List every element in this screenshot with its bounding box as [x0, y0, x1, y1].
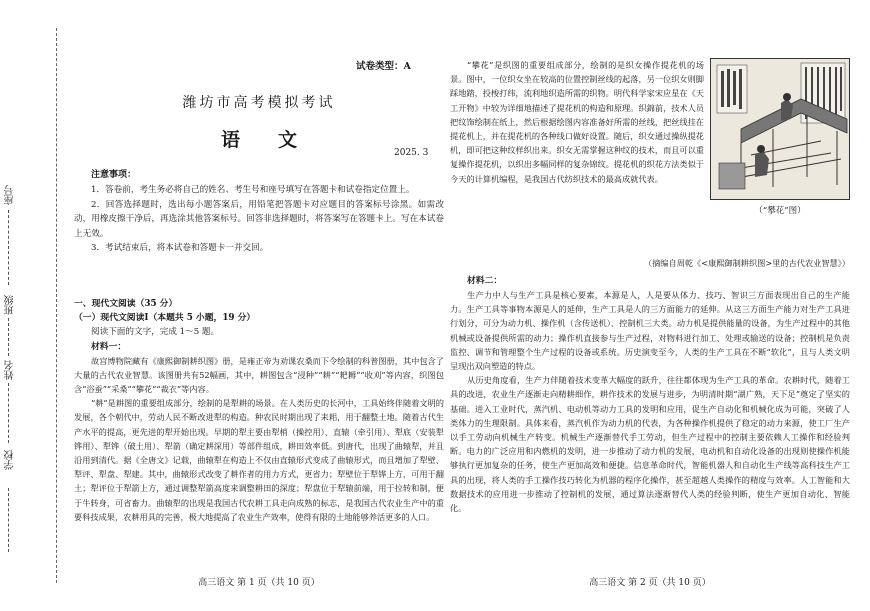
exam-title: 潍坊市高考模拟考试	[182, 95, 336, 111]
school-blank	[8, 488, 10, 552]
intro-paragraph: “攀花”是织图的重要组成部分，绘制的是织女操作提花机的场景。图中，一位织女坐在较高的位置控制丝线的起落，另一位织女则脚踩地踏，投梭打纬，流利地织造所需的织物。明代科学家宋应星在《天工开物》中较为详细地描述了提花机的构造和原理。织錦前，技术人员把纹饰绘制在纸上，然后根据绘图内容准备好所需的丝线，把丝线挂在提花机上，并在提花机的各种线口做好设置。随后，织女通过操纵提花机，即可把这种纹样织出来。织女无需掌握这种纹的技术，而且可以重复操作提花机，以织出多幅同样的复杂锦纹。提花机的织花方法类似于今天的计算机编程，是我国古代纺织技术的最高成就代表。	[450, 60, 704, 184]
class-label: 班级	[5, 295, 16, 315]
notes-title: 注意事项：	[91, 170, 137, 180]
exam-date: 2025. 3	[394, 148, 429, 158]
material-one-title: 材料一：	[91, 341, 127, 352]
material-paragraph: “耕”是耕图的重要组成部分，绘制的是犁耕的场景。在人类历史的长河中，工具始终伴随着文明的发展，各个朝代中，劳动人民不断改进犁的构造。种农民时期出现了耒耜，用于翻整土地。随着古代生产水平的提高，更先进的犁开始出现。早期的犁主要由犁梢（操控用）、直辕（牵引用）、犁底（安装犁铧用）、犁铧（破土用）、犁箭（确定耕深用）等部件组成，耕田效率低。到唐代，出现了曲辕犁，并且沿用到清代。据《全唐文》记载，曲辕犁在构造上不仅由直辕形式变成了曲辕形式，而且增加了犁壁、犁评、犁盘、犁建。其中，曲辕形式改变了耕作者的用力方式，更省力；犁壁位于犁铧上方，可用于翻土；犁评位于犁箭上方，通过调整犁箭高度来调整耕田的深度；犁盘位于犁辕前端，用于拉转和制，便于牛转身，可省畜力。曲辕犁的出现是我国古代农耕工具走向成熟的标志，是我国古代农业生产中的重要科技成果，农耕用具的完善，极大地提高了农业生产效率，使得有限的土地能够养活更多的人口。	[74, 398, 444, 522]
section-block	[74, 297, 444, 524]
instruction: 阅读下面的文字，完成 1～5 题。	[91, 327, 220, 337]
intro-block	[450, 58, 850, 216]
page-footer: 高三语文 第 1 页（共 10 页）	[198, 578, 320, 588]
seat-label: 座号	[5, 185, 16, 205]
source-note: （摘编自周乾《<康熙御制耕织图>里的古代农业智慧》）	[643, 258, 850, 268]
figure-caption: （“攀花”图）	[754, 206, 806, 216]
seat-blank	[8, 210, 10, 285]
note-item: 1．答卷前，考生务必将自己的姓名、考生号和座号填写在答题卡和试卷指定位置上。	[91, 185, 415, 195]
note-item: 3．考试结束后，将本试卷和答题卡一并交回。	[91, 243, 269, 254]
notes-block	[74, 167, 444, 256]
material-paragraph: 从历史角度看，生产力伴随着技术变革大幅度的跃升，往往都体现为生产工具的革命。农耕时代，随着工具的改进，农业生产逐渐走向精耕细作，耕作技术的发展与进步，为明清时期“湖广熟，天下足”奠定了坚实的基础。进入工业时代，蒸汽机、电动机等动力工具的发明和应用，促生产自动化和机械化成为可能，突破了人类体力的生理限制。具体来看，蒸汽机作为动力机的代表，为各种操作机提供了稳定的动力来源，使工厂生产以手工劳动向机械生产转变。机械生产逐渐替代手工劳动，但生产过程中的控制主要依赖人工操作和经验判断。电力的广泛应用和内燃机的发明，进一步推动了动力机的发展，电动机和自动化设备的出现则使操作机能够执行更加复杂的任务，使生产更加高效和便捷。信息革命时代，智能机器人和自动化生产线等高科技生产工具的出现，将人类的手工操作技巧转化为机器的程序化操作，甚至超越人类操作的精度与效率。人工智能和大数据技术的应用进一步推动了控制机的发展，通过算法逐渐替代人类的经验判断，使生产更加自动化、智能化。	[450, 375, 850, 514]
paper-type: 试卷类型：A	[356, 61, 411, 72]
section-title: 一、现代文阅读（35 分）	[74, 299, 178, 309]
material-paragraph: 生产力中人与生产工具是核心要素，本源是人，人是要从体力、技巧、智识三方面表现出自己的生产能力。生产工具等事物本源是人的延伸，生产工具是人的三方面能力的延伸。从这三方面生产能力对生产工具进行划分，可分为动力机、操作机（含传送机）、控制机三大类。动力机是提供能量的设备，为生产过程中的其他机械或设备提供所需的动力；操作机直接参与生产过程，对物料进行加工、处理或输送的设备；控制机是负责监控、调节和管理整个生产过程的设备或系统。历史演变至今，人类的生产工具在不断“软化”，且与人类文明呈现出双向塑造的特点。	[450, 290, 850, 372]
subject-title: 语 文	[220, 129, 297, 151]
loom-scene-image	[711, 59, 849, 199]
name-blank	[8, 383, 10, 443]
note-item: 2．回答选择题时，选出每小题答案后，用铅笔把答题卡对应题目的答案标号涂黑。如需改动，用橡皮擦干净后，再选涂其他答案标号。回答非选择题时，将答案写在答题卡上。写在本试卷上无效。	[74, 199, 444, 239]
name-label: 姓名	[5, 360, 16, 380]
class-blank	[8, 318, 10, 356]
figure-block	[710, 58, 850, 216]
page-footer: 高三语文 第 2 页（共 10 页）	[589, 578, 711, 588]
material-two-title: 材料二：	[467, 276, 503, 286]
subsection-title: （一）现代文阅读Ⅰ（本题共 5 小题，19 分）	[74, 313, 256, 323]
binding-line	[56, 28, 57, 583]
school-label: 学校	[5, 450, 16, 470]
material-paragraph: 故宫博物院藏有《康熙御制耕织图》册，是雍正帝为劝课农桑而下令绘制的科普图册，其中包含了大量的古代农业智慧。该图册共有52幅画，其中，耕图包含“浸种”“耕”“耙耨”“收刈”等内容，织图包含“浴蚕”“采桑”“攀花”“裁衣”等内容。	[74, 355, 444, 394]
material-two-block	[450, 274, 850, 515]
pan-hua-illustration	[710, 58, 850, 200]
